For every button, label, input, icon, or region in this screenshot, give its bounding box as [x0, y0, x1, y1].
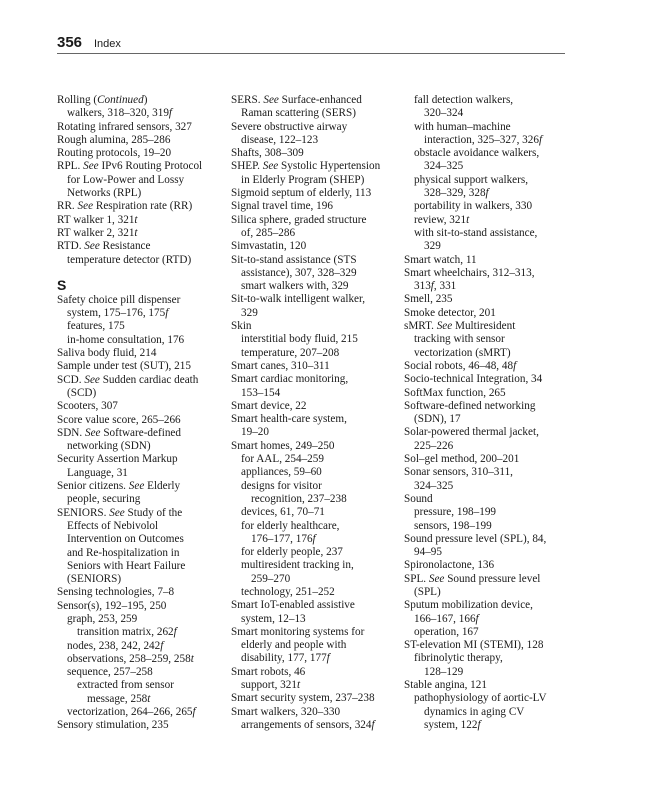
index-subentry: system, 12–13	[241, 612, 306, 625]
index-entry: Rotating infrared sensors, 327	[57, 120, 192, 133]
index-subentry: 128–129	[424, 665, 464, 678]
index-subentry: transition matrix, 262f	[77, 626, 177, 639]
index-subentry: arrangements of sensors, 324f	[241, 718, 375, 731]
index-subentry: of, 285–286	[241, 226, 296, 239]
index-subentry: with human–machine	[414, 120, 511, 133]
index-subentry: technology, 251–252	[241, 585, 335, 598]
index-subentry: networking (SDN)	[67, 440, 151, 453]
index-subentry: recognition, 237–238	[251, 492, 347, 505]
index-subentry: sequence, 257–258	[67, 666, 153, 679]
index-subentry: Intervention on Outcomes	[67, 533, 184, 546]
index-entry: SoftMax function, 265	[404, 386, 506, 399]
index-entry: Sound	[404, 492, 433, 505]
index-subentry: nodes, 238, 242, 242f	[67, 639, 164, 652]
index-subentry: system, 175–176, 175f	[67, 307, 169, 320]
index-subentry: 94–95	[414, 546, 442, 559]
index-subentry: 225–226	[414, 439, 454, 452]
index-subentry: extracted from sensor	[77, 679, 174, 692]
index-subentry: tracking with sensor	[414, 333, 505, 346]
index-subentry: features, 175	[67, 320, 125, 333]
index-entry: Smart monitoring systems for	[231, 625, 365, 638]
index-subentry: and Re-hospitalization in	[67, 546, 180, 559]
index-subentry: 313f, 331	[414, 280, 457, 293]
index-subentry: with sit-to-stand assistance,	[414, 226, 538, 239]
index-subentry: fall detection walkers,	[414, 94, 514, 106]
index-entry: Smart walkers, 320–330	[231, 705, 341, 718]
index-subentry: observations, 258–259, 258t	[67, 652, 194, 665]
index-entry: Sensor(s), 192–195, 250	[57, 599, 167, 612]
index-subentry: (SDN), 17	[414, 413, 461, 426]
index-subentry: Effects of Nebivolol	[67, 519, 159, 532]
header-rule	[57, 53, 565, 54]
index-entry: Shafts, 308–309	[231, 147, 304, 160]
index-entry: Sonar sensors, 310–311,	[404, 466, 513, 479]
index-entry: Smart canes, 310–311	[231, 359, 330, 372]
index-subentry: assistance), 307, 328–329	[241, 266, 357, 279]
index-subentry: elderly and people with	[241, 639, 347, 652]
index-subentry: fibrinolytic therapy,	[414, 652, 503, 665]
index-entry: Sit-to-walk intelligent walker,	[231, 293, 366, 306]
index-entry: Sample under test (SUT), 215	[57, 360, 191, 373]
page-header	[57, 34, 565, 56]
index-entry: Senior citizens. See Elderly	[57, 480, 181, 493]
index-subentry: (SPL)	[414, 585, 441, 598]
index-entry: Smart device, 22	[231, 399, 307, 412]
page-number: 356	[57, 34, 83, 51]
index-entry: sMRT. See Multiresident	[404, 320, 516, 333]
index-subentry: interstitial body fluid, 215	[241, 333, 358, 346]
index-entry: SERS. See Surface-enhanced	[231, 94, 362, 106]
index-subentry: pressure, 198–199	[414, 506, 497, 519]
index-entry: Silica sphere, graded structure	[231, 213, 367, 226]
index-subentry: designs for visitor	[241, 479, 322, 492]
index-entry: Simvastatin, 120	[231, 240, 307, 253]
index-entry: Scooters, 307	[57, 400, 118, 413]
index-entry: SPL. See Sound pressure level	[404, 572, 541, 585]
index-subentry: 176–177, 176f	[251, 532, 316, 545]
index-subentry: message, 258t	[87, 692, 151, 705]
index-subentry: smart walkers with, 329	[241, 280, 349, 293]
index-subentry: 320–324	[424, 107, 464, 120]
index-column-1	[57, 94, 225, 733]
index-subentry: obstacle avoidance walkers,	[414, 147, 540, 160]
index-subentry: for Low-Power and Lossy	[67, 173, 185, 186]
index-subentry: temperature detector (RTD)	[67, 253, 192, 266]
index-entry: RPL. See IPv6 Routing Protocol	[57, 160, 203, 173]
index-subentry: graph, 253, 259	[67, 612, 138, 625]
index-entry: Smart cardiac monitoring,	[231, 373, 349, 386]
index-entry: Sound pressure level (SPL), 84,	[404, 532, 547, 545]
index-entry: Security Assertion Markup	[57, 453, 178, 466]
section-letter: S	[57, 276, 67, 293]
index-entry: Smart watch, 11	[404, 253, 477, 266]
index-entry: Signal travel time, 196	[231, 200, 333, 213]
index-entry: RTD. See Resistance	[57, 240, 151, 253]
index-entry: SCD. See Sudden cardiac death	[57, 373, 199, 386]
index-subentry: 166–167, 166f	[414, 612, 479, 625]
index-entry: SENIORS. See Study of the	[57, 506, 183, 519]
index-subentry: interaction, 325–327, 326f	[424, 133, 543, 146]
index-subentry: vectorization, 264–266, 265f	[67, 706, 196, 719]
index-entry: Social robots, 46–48, 48f	[404, 359, 517, 372]
index-entry: Score value score, 265–266	[57, 413, 181, 426]
index-subentry: in-home consultation, 176	[67, 333, 185, 346]
index-entry: Socio-technical Integration, 34	[404, 373, 543, 386]
index-entry: Rough alumina, 285–286	[57, 133, 171, 146]
index-entry: Stable angina, 121	[404, 679, 487, 692]
index-subentry: sensors, 198–199	[414, 519, 492, 532]
index-entry: Sensing technologies, 7–8	[57, 586, 175, 599]
index-subentry: pathophysiology of aortic-LV	[414, 692, 547, 705]
index-entry: Smart homes, 249–250	[231, 439, 335, 452]
index-entry: Smart wheelchairs, 312–313,	[404, 266, 535, 279]
index-subentry: vectorization (sMRT)	[414, 346, 511, 359]
index-entry: ST-elevation MI (STEMI), 128	[404, 639, 544, 652]
index-subentry: 324–325	[424, 160, 464, 173]
index-entry: Saliva body fluid, 214	[57, 347, 157, 360]
index-subentry: physical support walkers,	[414, 173, 529, 186]
index-subentry: for AAL, 254–259	[241, 453, 324, 466]
index-subentry: in Elderly Program (SHEP)	[241, 173, 365, 186]
index-entry: Smart security system, 237–238	[231, 692, 375, 705]
index-entry: Smart health-care system,	[231, 413, 347, 426]
index-entry: Sit-to-stand assistance (STS	[231, 253, 357, 266]
index-subentry: 19–20	[241, 426, 269, 439]
index-entry: Software-defined networking	[404, 399, 536, 412]
index-entry: RT walker 1, 321t	[57, 213, 138, 226]
index-entry: Severe obstructive airway	[231, 120, 348, 133]
index-entry: Rolling (Continued)	[57, 94, 148, 106]
index-subentry: system, 122f	[424, 718, 481, 731]
index-subentry: people, securing	[67, 493, 141, 506]
index-subentry: 259–270	[251, 572, 291, 585]
index-subentry: 153–154	[241, 386, 281, 399]
index-subentry: walkers, 318–320, 319f	[67, 107, 173, 120]
index-subentry: operation, 167	[414, 625, 479, 638]
index-subentry: 328–329, 328f	[424, 187, 489, 200]
index-entry: Safety choice pill dispenser	[57, 293, 181, 306]
index-subentry: devices, 61, 70–71	[241, 506, 325, 519]
index-entry: Solar-powered thermal jacket,	[404, 426, 539, 439]
index-entry: Sensory stimulation, 235	[57, 719, 169, 732]
index-subentry: Seniors with Heart Failure	[67, 559, 186, 572]
index-subentry: temperature, 207–208	[241, 346, 340, 359]
index-entry: RR. See Respiration rate (RR)	[57, 200, 193, 213]
index-subentry: Networks (RPL)	[67, 187, 142, 200]
index-entry: Smart IoT-enabled assistive	[231, 599, 355, 612]
index-entry: Smoke detector, 201	[404, 306, 496, 319]
index-column-2	[231, 94, 403, 732]
index-entry: Sigmoid septum of elderly, 113	[231, 187, 372, 200]
index-subentry: portability in walkers, 330	[414, 200, 533, 213]
index-subentry: for elderly people, 237	[241, 546, 343, 559]
index-column-3	[404, 94, 576, 732]
index-entry: SHEP. See Systolic Hypertension	[231, 160, 381, 173]
index-subentry: multiresident tracking in,	[241, 559, 354, 572]
index-entry: SDN. See Software-defined	[57, 426, 181, 439]
index-entry: Sputum mobilization device,	[404, 599, 533, 612]
index-entry: Sol–gel method, 200–201	[404, 453, 520, 466]
index-subentry: disease, 122–123	[241, 133, 319, 146]
index-subentry: Raman scattering (SERS)	[241, 107, 356, 120]
index-subentry: 329	[424, 240, 441, 253]
index-entry: Smart robots, 46	[231, 665, 306, 678]
index-subentry: support, 321t	[241, 679, 301, 692]
index-entry: Routing protocols, 19–20	[57, 147, 172, 160]
index-subentry: review, 321t	[414, 213, 470, 226]
index-subentry: appliances, 59–60	[241, 466, 322, 479]
index-entry: Skin	[231, 320, 252, 333]
index-entry: RT walker 2, 321t	[57, 226, 138, 239]
index-entry: Spironolactone, 136	[404, 559, 495, 572]
index-subentry: disability, 177, 177f	[241, 652, 330, 665]
index-entry: Smell, 235	[404, 293, 453, 306]
index-subentry: for elderly healthcare,	[241, 519, 340, 532]
index-subentry: Language, 31	[67, 466, 128, 479]
index-subentry: (SENIORS)	[67, 573, 122, 586]
index-subentry: dynamics in aging CV	[424, 705, 525, 718]
running-title: Index	[94, 38, 121, 50]
index-subentry: (SCD)	[67, 386, 97, 399]
index-subentry: 329	[241, 306, 258, 319]
index-subentry: 324–325	[414, 479, 454, 492]
